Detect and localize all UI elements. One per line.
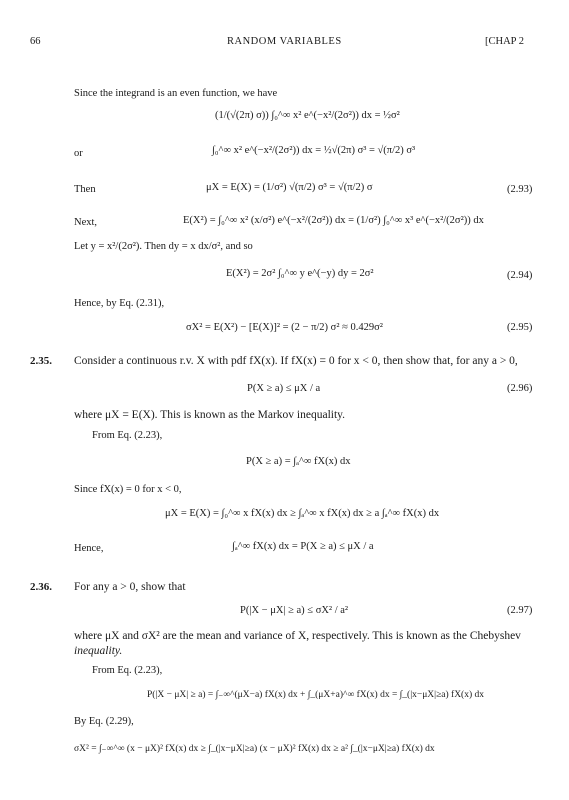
- text-by-eq-229: By Eq. (2.29),: [74, 716, 134, 727]
- equation-variance: σX² = E(X²) − [E(X)]² = (2 − π/2) σ² ≈ 0.429σ²: [186, 322, 383, 333]
- text-or: or: [74, 148, 83, 159]
- text-markov-definition: where μX = E(X). This is known as the Markov inequality.: [74, 409, 346, 421]
- text-even-function: Since the integrand is an even function, we have: [74, 88, 278, 99]
- equation-number-2-97: (2.97): [507, 605, 533, 616]
- equation-number-2-94: (2.94): [507, 270, 533, 281]
- equation-integral-result: ∫₀^∞ x² e^(−x²/(2σ²)) dx = ½√(2π) σ³ = √(π/2) σ³: [212, 145, 416, 156]
- equation-markov: P(X ≥ a) ≤ μX / a: [247, 383, 321, 394]
- equation-markov-step3: ∫ₐ^∞ fX(x) dx = P(X ≥ a) ≤ μX / a: [232, 541, 374, 552]
- text-next: Next,: [74, 217, 98, 228]
- problem-2-35-statement: Consider a continuous r.v. X with pdf fX(x). If fX(x) = 0 for x < 0, then show that, for any a > 0,: [74, 355, 518, 367]
- text-hence: Hence,: [74, 543, 104, 554]
- equation-mean: μX = E(X) = (1/σ²) √(π/2) σ³ = √(π/2) σ: [206, 182, 373, 193]
- equation-second-moment-result: E(X²) = 2σ² ∫₀^∞ y e^(−y) dy = 2σ²: [226, 268, 374, 279]
- equation-number-2-93: (2.93): [507, 184, 533, 195]
- equation-second-moment: E(X²) = ∫₀^∞ x² (x/σ²) e^(−x²/(2σ²)) dx = (1/σ²) ∫₀^∞ x³ e^(−x²/(2σ²)) dx: [183, 215, 484, 226]
- text-substitution: Let y = x²/(2σ²). Then dy = x dx/σ², and so: [74, 241, 253, 252]
- equation-number-2-95: (2.95): [507, 322, 533, 333]
- equation-gaussian-half: (1/(√(2π) σ)) ∫₀^∞ x² e^(−x²/(2σ²)) dx = ½σ²: [215, 110, 400, 121]
- problem-number-2-35: 2.35.: [30, 355, 52, 367]
- text-then: Then: [74, 184, 96, 195]
- running-title: RANDOM VARIABLES: [227, 36, 342, 47]
- text-from-eq-223: From Eq. (2.23),: [92, 430, 163, 441]
- text-from-eq-223-b: From Eq. (2.23),: [92, 665, 163, 676]
- problem-2-36-statement: For any a > 0, show that: [74, 581, 186, 593]
- equation-chebyshev: P(|X − μX| ≥ a) ≤ σX² / a²: [240, 605, 349, 616]
- equation-chebyshev-step1: P(|X − μX| ≥ a) = ∫₋∞^(μX−a) fX(x) dx + ∫_(μX+a)^∞ fX(x) dx = ∫_(|x−μX|≥a) fX(x) dx: [147, 690, 485, 700]
- equation-chebyshev-step2: σX² = ∫₋∞^∞ (x − μX)² fX(x) dx ≥ ∫_(|x−μX|≥a) (x − μX)² fX(x) dx ≥ a² ∫_(|x−μX|≥a) fX(x) dx: [74, 744, 435, 754]
- page-number: 66: [30, 36, 41, 47]
- text-chebyshev-definition-2: inequality.: [74, 645, 123, 657]
- equation-markov-step1: P(X ≥ a) = ∫ₐ^∞ fX(x) dx: [246, 456, 351, 467]
- text-since-zero: Since fX(x) = 0 for x < 0,: [74, 484, 182, 495]
- problem-number-2-36: 2.36.: [30, 581, 52, 593]
- equation-markov-step2: μX = E(X) = ∫₀^∞ x fX(x) dx ≥ ∫ₐ^∞ x fX(x) dx ≥ a ∫ₐ^∞ fX(x) dx: [165, 508, 440, 519]
- chapter-label: [CHAP 2: [485, 36, 524, 47]
- text-chebyshev-definition-1: where μX and σX² are the mean and variance of X, respectively. This is known as the Chebyshev: [74, 630, 521, 642]
- text-hence-eq: Hence, by Eq. (2.31),: [74, 298, 165, 309]
- equation-number-2-96: (2.96): [507, 383, 533, 394]
